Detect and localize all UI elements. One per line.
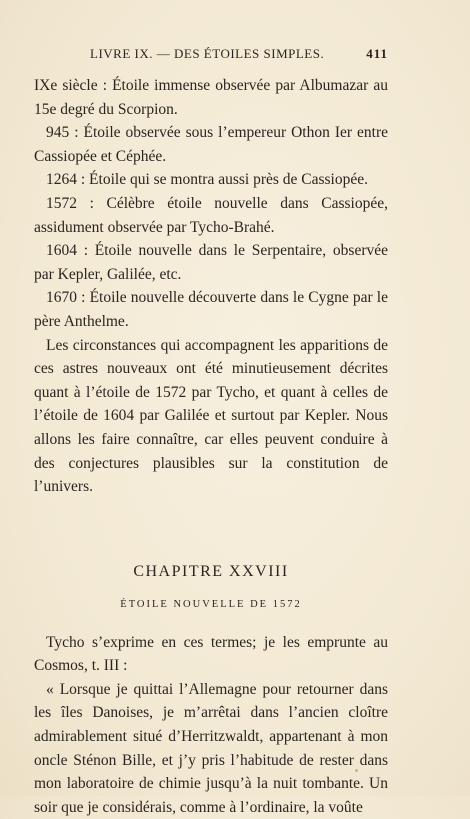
paper-stain [355, 769, 358, 772]
body-text [34, 74, 388, 499]
paragraph-1670: 1670 : Étoile nouvelle découverte dans le Cygne par le père Anthelme. [34, 289, 388, 330]
running-head [90, 46, 388, 66]
paragraph-ix-century: IXe siècle : Étoile immense observée par Albumazar au 15e degré du Scorpion. [34, 77, 388, 118]
page [34, 46, 388, 819]
chapter-subtitle: ÉTOILE NOUVELLE DE 1572 [120, 598, 302, 610]
running-head-title: LIVRE IX. — DES ÉTOILES SIMPLES. [90, 46, 325, 61]
paragraph-1572: 1572 : Célèbre étoile nouvelle dans Cassiopée, assidument observée par Tycho-Brahé. [34, 194, 388, 236]
paragraph-1604: 1604 : Étoile nouvelle dans le Serpentaire, observée par Kepler, Galilée, etc. [34, 242, 388, 283]
paragraph-tycho-quote: « Lorsque je quittai l’Allemagne pour retourner dans les îles Danoises, je m’arrêtai dans l’ancien cloître admirablement situé d’Herritzwaldt, appartenant à mon oncle Sténon Bille, et j’y pris l’habitude de rester dans mon laboratoire de chimie jusqu’à la nuit tombante. Un soir que je considérais, comme à l’ordinaire, la voûte [34, 680, 388, 816]
paragraph-tycho-intro: Tycho s’exprime en ces termes; je les emprunte au Cosmos, t. III : [34, 633, 388, 675]
page-number: 411 [366, 46, 388, 61]
paragraph-circumstances: Les circonstances qui accompagnent les apparitions de ces astres nouveaux ont été minutieusement décrites quant à l’étoile de 1572 par Tycho, et quant à celles de l’étoile de 1604 par Galilée et surtout par Kepler. Nous allons les faire connaître, car elles peuvent conduire à des conjectures plausibles sur la constitution de l’univers. [34, 336, 388, 496]
paragraph-1264: 1264 : Étoile qui se montra aussi près de Cassiopée. [46, 171, 368, 189]
paragraph-945: 945 : Étoile observée sous l’empereur Othon Ier entre Cassiopée et Céphée. [34, 124, 388, 165]
chapter-body-text [34, 631, 388, 819]
chapter-title: CHAPITRE XXVIII [133, 562, 289, 580]
